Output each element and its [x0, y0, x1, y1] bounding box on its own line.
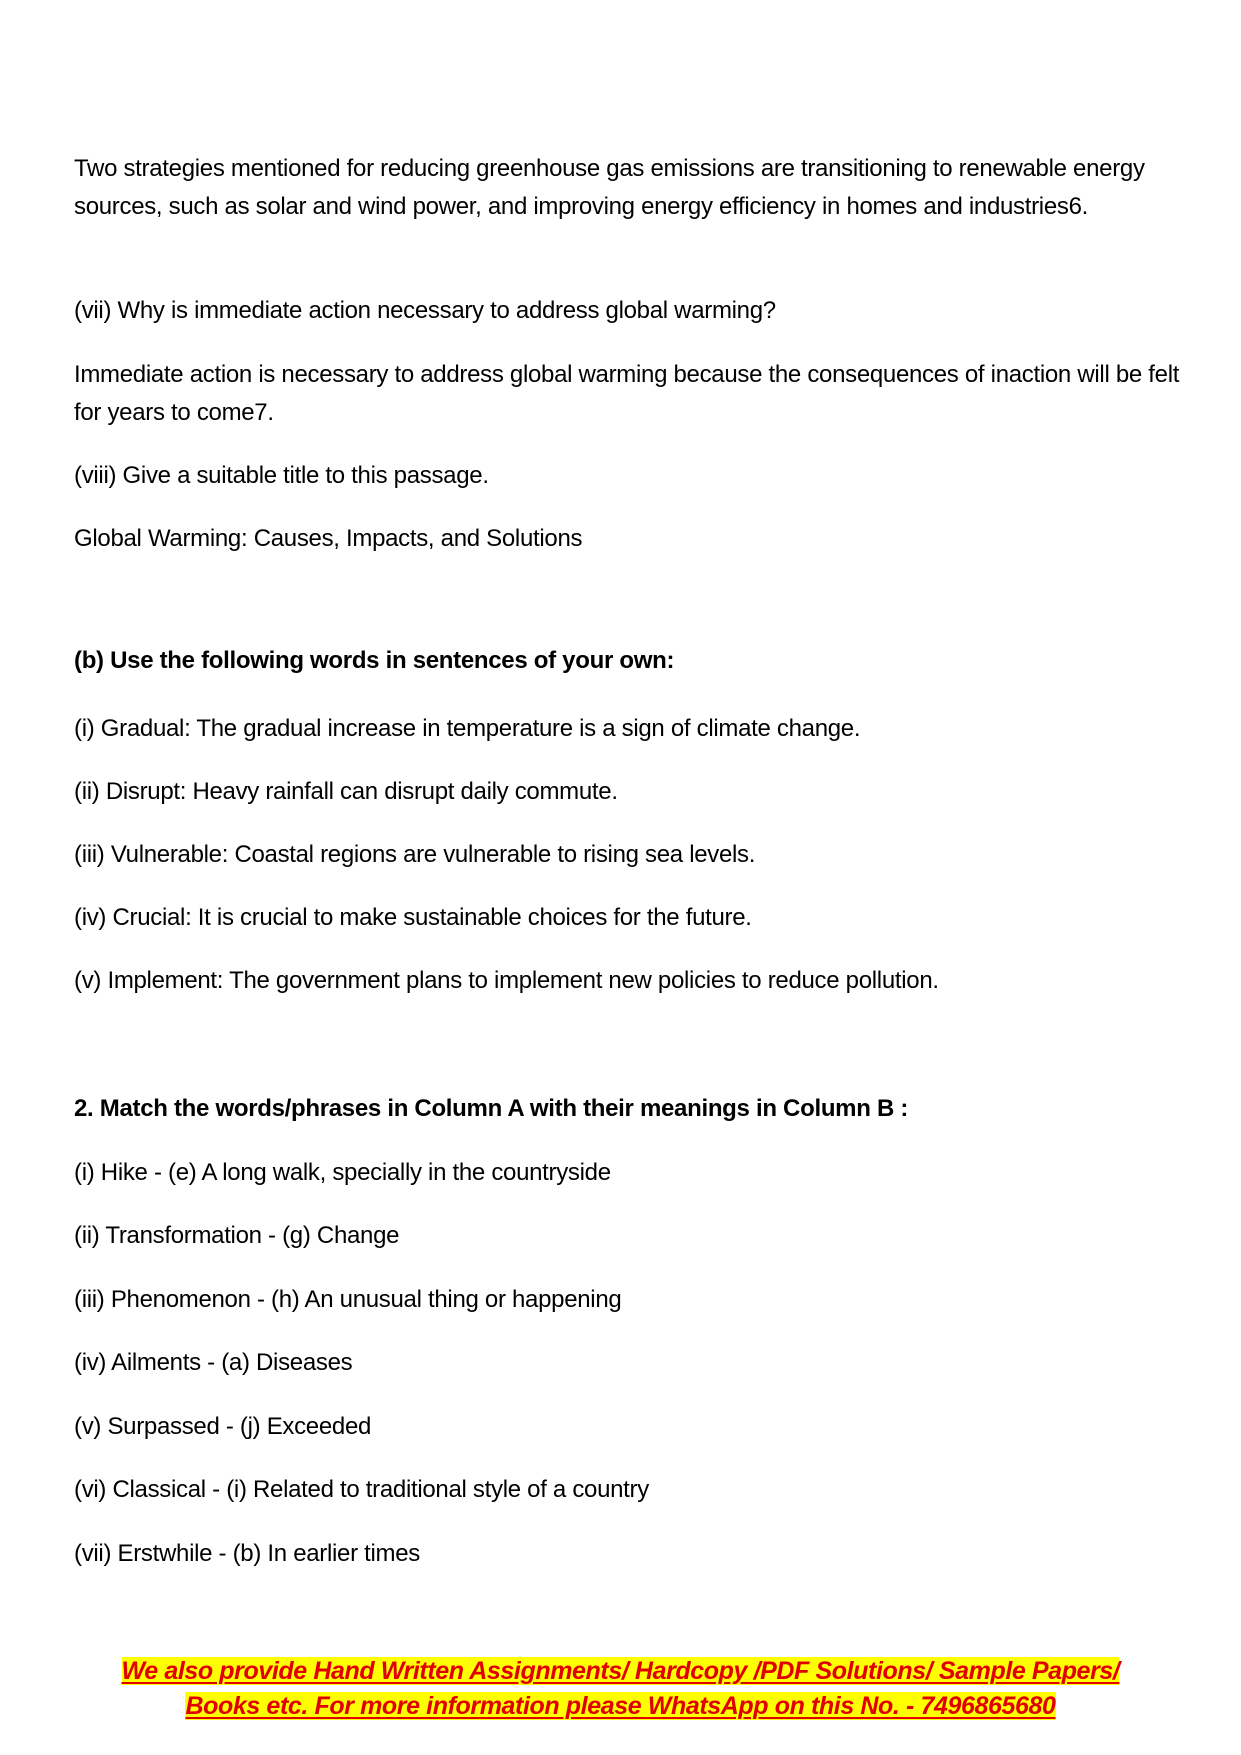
promo-footer-line-1	[0, 1654, 1241, 1688]
question-7: (vii) Why is immediate action necessary to address global warming?	[74, 297, 776, 324]
list-item: (vi) Classical - (i) Related to traditional style of a country	[74, 1476, 649, 1503]
section-b-heading: (b) Use the following words in sentences of your own:	[74, 647, 675, 674]
list-item: (iii) Vulnerable: Coastal regions are vulnerable to rising sea levels.	[74, 841, 756, 868]
list-item: (ii) Disrupt: Heavy rainfall can disrupt daily commute.	[74, 778, 618, 805]
list-item: (v) Surpassed - (j) Exceeded	[74, 1413, 372, 1440]
list-item: (v) Implement: The government plans to implement new policies to reduce pollution.	[74, 967, 939, 994]
list-item: (vii) Erstwhile - (b) In earlier times	[74, 1540, 420, 1567]
answer-7: Immediate action is necessary to address global warming because the consequences of inaction will be felt for years to come7.	[74, 361, 1180, 426]
answer-8: Global Warming: Causes, Impacts, and Solutions	[74, 525, 583, 552]
promo-text: Books etc. For more information please WhatsApp on this No. - 7496865680	[185, 1692, 1056, 1720]
promo-footer-line-2	[0, 1689, 1241, 1723]
list-item: (iv) Ailments - (a) Diseases	[74, 1349, 353, 1376]
list-item: (i) Gradual: The gradual increase in temperature is a sign of climate change.	[74, 715, 861, 742]
list-item: (iv) Crucial: It is crucial to make sustainable choices for the future.	[74, 904, 752, 931]
promo-text: We also provide Hand Written Assignments/ Hardcopy /PDF Solutions/ Sample Papers/	[121, 1657, 1120, 1685]
question-8: (viii) Give a suitable title to this passage.	[74, 462, 489, 489]
list-item: (ii) Transformation - (g) Change	[74, 1222, 400, 1249]
answer-strategies: Two strategies mentioned for reducing greenhouse gas emissions are transitioning to renewable energy sources, such as solar and wind power, and improving energy efficiency in homes and industries6.	[74, 155, 1145, 220]
section-2-heading: 2. Match the words/phrases in Column A with their meanings in Column B :	[74, 1095, 909, 1122]
list-item: (i) Hike - (e) A long walk, specially in the countryside	[74, 1159, 611, 1186]
list-item: (iii) Phenomenon - (h) An unusual thing or happening	[74, 1286, 622, 1313]
